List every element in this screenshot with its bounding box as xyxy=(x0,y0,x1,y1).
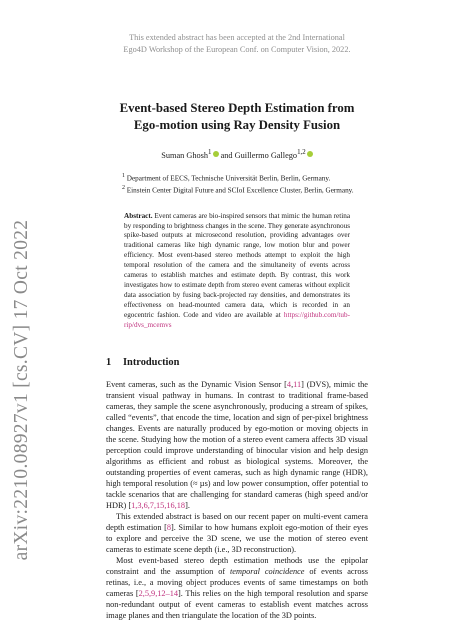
paper-page xyxy=(106,32,368,621)
affiliation-1 xyxy=(106,171,368,183)
author-affiliation-mark: 1,2 xyxy=(297,149,306,156)
arxiv-identifier: arXiv:2210.08927v1 [cs.CV] 17 Oct 2022 xyxy=(11,219,32,561)
section-heading xyxy=(106,357,368,368)
affiliation-number: 2 xyxy=(122,185,125,192)
paper-title xyxy=(106,100,368,133)
text-run: ]. Similar to how humans exploit ego-motion of their eyes to explore and perceive the 3D scene, we use the motion of stereo event cameras to estimate scene depth (i.e., 3D reconstruction). xyxy=(106,522,368,554)
notice-line-1: This extended abstract has been accepted at the 2nd International xyxy=(129,33,345,42)
affiliation-text: Einstein Center Digital Future and SCIoI Excellence Cluster, Berlin, Germany. xyxy=(126,186,354,195)
citation-link[interactable]: 1,3,6,7,15,16,18 xyxy=(131,500,186,510)
author-conjunction: and xyxy=(218,150,235,160)
citation-link[interactable]: 2,5,9,12–14 xyxy=(138,588,179,598)
paragraph xyxy=(106,379,368,511)
citation-link[interactable]: 4 xyxy=(286,379,292,389)
text-run: This extended abstract is based on our recent paper on multi-event camera depth estimation [ xyxy=(106,511,368,532)
paragraph xyxy=(106,555,368,621)
notice-line-2: Ego4D Workshop of the European Conf. on Computer Vision, 2022. xyxy=(123,44,351,54)
affiliation-text: Department of EECS, Technische Universität Berlin, Berlin, Germany. xyxy=(126,174,331,183)
text-run: , xyxy=(291,379,294,389)
author-list xyxy=(106,147,368,161)
orcid-icon[interactable] xyxy=(307,151,313,157)
abstract-label: Abstract. xyxy=(124,211,153,220)
author-name: Suman Ghosh xyxy=(161,150,209,160)
citation-link[interactable]: 8 xyxy=(166,522,172,532)
citation-link[interactable]: 11 xyxy=(293,379,302,389)
affiliation-2 xyxy=(106,183,368,195)
text-run: ]. xyxy=(185,500,190,510)
abstract xyxy=(124,212,350,331)
paragraph xyxy=(106,511,368,555)
section-title: Introduction xyxy=(123,356,180,368)
affiliation-number: 1 xyxy=(122,172,125,179)
code-link[interactable]: https://github.com/tub-rip/dvs_mcemvs xyxy=(124,311,350,330)
affiliations xyxy=(106,171,368,196)
section-number: 1 xyxy=(106,356,112,368)
abstract-text: Event cameras are bio-inspired sensors that mimic the human retina by responding to brightness changes in the scene. They generate asynchronous spike-based outputs at microsecond resolution, providing advantages over traditional cameras like high dynamic range, low motion blur and power efficiency. Most event-based stereo methods attempt to exploit the high temporal resolution of the camera and the simultaneity of events across cameras to establish matches and estimate depth. By contrast, this work investigates how to estimate depth from stereo event cameras without explicit data association by fusing back-projected ray densities, and demonstrates its effectiveness on head-mounted camera data, which is recorded in an egocentric fashion. Code and video are available at xyxy=(124,211,351,320)
author-name: Guillermo Gallego xyxy=(234,150,298,160)
text-run: ] (DVS), mimic the transient visual pathway in humans. In contrast to traditional frame-based cameras, they sample the scene asynchronously, producing a stream of spikes, called “events”, that encode the time, location and sign of per-pixel brightness changes. Events are naturally produced by ego-motion or moving objects in the scene. Studying how the motion of a stereo event camera affects 3D visual perception could improve understanding of binocular vision and help design algorithms as efficient and robust as biological systems. Moreover, the outstanding properties of event cameras, such as high dynamic range (HDR), high temporal resolution (≈ µs) and low power consumption, offer potential to tackle scenarios that are challenging for standard cameras (high speed and/or HDR) [ xyxy=(106,379,368,510)
text-run: of events across retinas, i.e., a moving object produces events of same timestamps on both cameras [ xyxy=(106,566,368,598)
acceptance-notice xyxy=(106,32,368,55)
text-run: ]. This relies on the high temporal resolution and sparse non-redundant output of event cameras to establish event matches across image planes and then triangulate the location of the 3D points. xyxy=(106,588,368,620)
author-affiliation-mark: 1 xyxy=(208,149,212,156)
title-line-1: Event-based Stereo Depth Estimation from xyxy=(119,101,355,115)
title-line-2: Ego-motion using Ray Density Fusion xyxy=(133,117,341,132)
introduction-body xyxy=(106,379,368,621)
emphasis-text: temporal coincidence xyxy=(230,566,305,576)
text-run: Most event-based stereo depth estimation methods use the epipolar constraint and the assumption of xyxy=(106,555,368,576)
arxiv-side-stamp xyxy=(0,0,44,613)
text-run: Event cameras, such as the Dynamic Vision Sensor [ xyxy=(106,379,287,389)
